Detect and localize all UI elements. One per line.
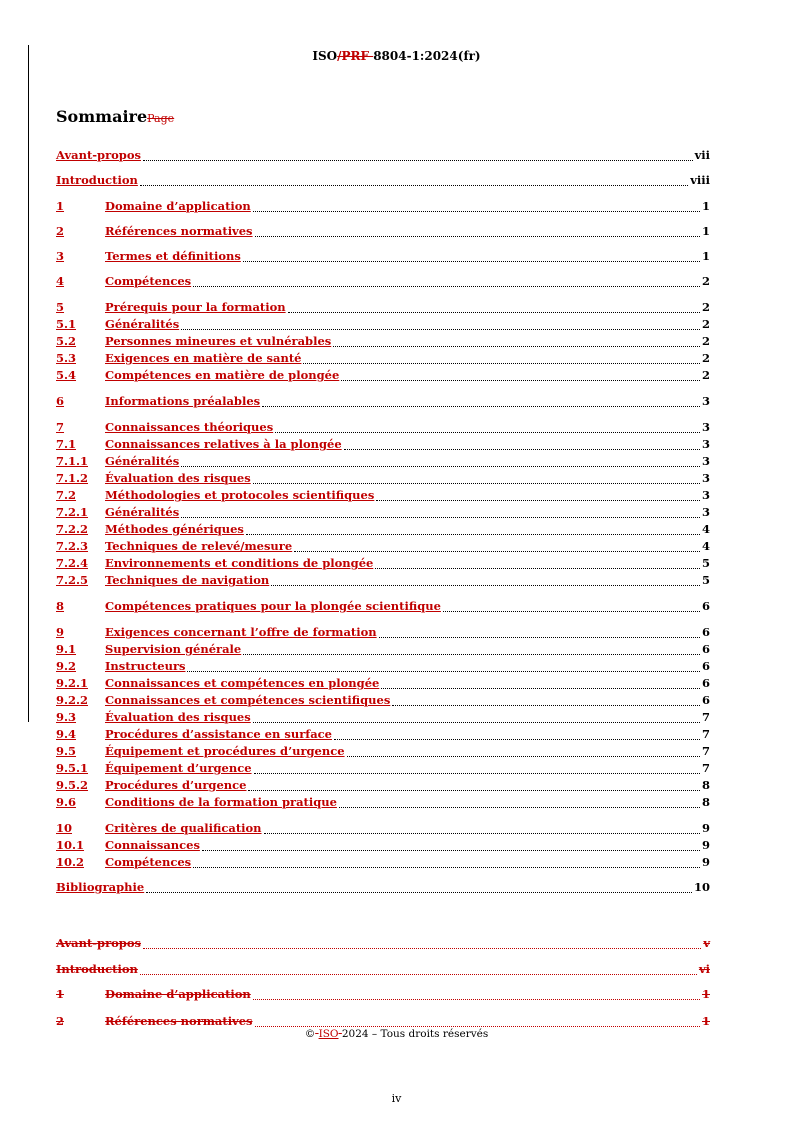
change-bar bbox=[28, 45, 29, 722]
toc-entry-label: Connaissances bbox=[105, 838, 200, 852]
toc-entry-page: 6 bbox=[701, 642, 710, 656]
toc-leader-dots bbox=[333, 337, 700, 347]
toc-entry-label: Techniques de navigation bbox=[105, 573, 270, 587]
toc-entry-number: 7.2 bbox=[56, 488, 77, 502]
toc-entry-number: 9.2.2 bbox=[56, 693, 89, 707]
toc-entry[interactable] bbox=[56, 274, 710, 289]
toc-entry-label: Termes et définitions bbox=[105, 249, 241, 263]
toc-entry[interactable] bbox=[56, 199, 710, 214]
toc-entry-number: 9.5 bbox=[56, 744, 77, 758]
copyright-footer bbox=[0, 1028, 793, 1040]
toc-entry-label: Connaissances et compétences scientifiques bbox=[105, 693, 391, 707]
toc-entry-number: 10.2 bbox=[56, 855, 85, 869]
toc-entry[interactable] bbox=[56, 539, 710, 554]
toc-entry-label: Équipement et procédures d’urgence bbox=[105, 744, 345, 758]
toc-entry[interactable] bbox=[56, 659, 710, 674]
toc-leader-dots bbox=[381, 679, 700, 689]
toc-entry-number: 7.1 bbox=[56, 437, 77, 451]
toc-entry[interactable] bbox=[56, 471, 710, 486]
toc-leader-dots bbox=[140, 176, 688, 186]
toc-leader-dots bbox=[255, 227, 700, 237]
toc-entry-number: 9.5.1 bbox=[56, 761, 89, 775]
footer-rest: 2024 – Tous droits réservés bbox=[341, 1028, 489, 1040]
toc-entry[interactable] bbox=[56, 642, 710, 657]
toc-entry-page: 7 bbox=[701, 744, 710, 758]
toc-entry-label: Domaine d’application bbox=[105, 987, 251, 1001]
footer-iso: ISO bbox=[318, 1028, 339, 1040]
toc-entry-label: Supervision générale bbox=[105, 642, 242, 656]
title-main: Sommaire bbox=[56, 107, 148, 126]
toc-leader-dots bbox=[246, 525, 700, 535]
deleted-toc-entry[interactable] bbox=[56, 987, 710, 1002]
toc-entry-page: 1 bbox=[701, 249, 710, 263]
toc-entry[interactable] bbox=[56, 437, 710, 452]
toc-leader-dots bbox=[303, 354, 700, 364]
toc-entry-number: 5.3 bbox=[56, 351, 77, 365]
toc-entry-number: 5 bbox=[56, 300, 65, 314]
toc-leader-dots bbox=[253, 990, 700, 1000]
toc-entry-page: 1 bbox=[701, 987, 710, 1001]
toc-leader-dots bbox=[288, 303, 700, 313]
toc-entry-label: Équipement d’urgence bbox=[105, 761, 252, 775]
toc-entry[interactable] bbox=[56, 488, 710, 503]
toc-entry[interactable] bbox=[56, 334, 710, 349]
toc-entry-page: 6 bbox=[701, 676, 710, 690]
toc-leader-dots bbox=[243, 645, 700, 655]
toc-entry-number: 7.2.2 bbox=[56, 522, 89, 536]
toc-entry-number: 9.4 bbox=[56, 727, 77, 741]
toc-entry-number: 9 bbox=[56, 625, 65, 639]
toc-leader-dots bbox=[146, 883, 692, 893]
toc-entry-number: 9.2 bbox=[56, 659, 77, 673]
deleted-toc-entry[interactable] bbox=[56, 962, 710, 977]
toc-entry-label: Introduction bbox=[56, 173, 138, 187]
toc-entry-number: 9.1 bbox=[56, 642, 77, 656]
toc-leader-dots bbox=[347, 747, 700, 757]
toc-entry[interactable] bbox=[56, 573, 710, 588]
toc-entry-number: 5.4 bbox=[56, 368, 77, 382]
toc-entry-page: 9 bbox=[701, 838, 710, 852]
toc-leader-dots bbox=[143, 151, 693, 161]
toc-entry-label: Généralités bbox=[105, 454, 180, 468]
toc-entry-page: 6 bbox=[701, 599, 710, 613]
toc-entry-page: 7 bbox=[701, 761, 710, 775]
toc-entry[interactable] bbox=[56, 317, 710, 332]
toc-entry-page: 3 bbox=[701, 505, 710, 519]
toc-leader-dots bbox=[264, 824, 700, 834]
toc-entry-page: 1 bbox=[701, 1014, 710, 1028]
toc-entry-page: 5 bbox=[701, 556, 710, 570]
toc-leader-dots bbox=[294, 542, 700, 552]
toc-entry-page: 2 bbox=[701, 317, 710, 331]
toc-entry-page: 3 bbox=[701, 394, 710, 408]
toc-entry-page: 8 bbox=[701, 778, 710, 792]
toc-entry-label: Informations préalables bbox=[105, 394, 261, 408]
title-page-label: Page bbox=[147, 112, 175, 125]
toc-entry[interactable] bbox=[56, 173, 710, 188]
toc-leader-dots bbox=[181, 457, 700, 467]
toc-entry[interactable] bbox=[56, 505, 710, 520]
toc-entry[interactable] bbox=[56, 351, 710, 366]
toc-entry-label: Compétences pratiques pour la plongée scientifique bbox=[105, 599, 441, 613]
toc-entry-page: 3 bbox=[701, 437, 710, 451]
toc-entry[interactable] bbox=[56, 522, 710, 537]
toc-entry-page: 3 bbox=[701, 454, 710, 468]
toc-entry-page: 7 bbox=[701, 727, 710, 741]
toc-entry-label: Connaissances théoriques bbox=[105, 420, 274, 434]
toc-entry[interactable] bbox=[56, 224, 710, 239]
toc-entry-label: Compétences bbox=[105, 855, 192, 869]
toc-entry-number: 10 bbox=[56, 821, 73, 835]
toc-leader-dots bbox=[248, 781, 700, 791]
toc-entry-number: 7 bbox=[56, 420, 65, 434]
toc-entry-label: Avant-propos bbox=[56, 936, 141, 950]
toc-leader-dots bbox=[334, 730, 700, 740]
toc-entry[interactable] bbox=[56, 693, 710, 708]
toc-leader-dots bbox=[193, 858, 700, 868]
toc-leader-dots bbox=[275, 423, 700, 433]
toc-entry-number: 5.2 bbox=[56, 334, 77, 348]
header-deleted-text: /PRF bbox=[337, 49, 374, 63]
toc-entry-page: vi bbox=[698, 962, 710, 976]
toc-leader-dots bbox=[262, 397, 700, 407]
toc-leader-dots bbox=[181, 320, 700, 330]
toc-entry-page: 2 bbox=[701, 300, 710, 314]
toc-entry[interactable] bbox=[56, 838, 710, 853]
toc-entry[interactable] bbox=[56, 761, 710, 776]
toc-entry-label: Prérequis pour la formation bbox=[105, 300, 286, 314]
toc-entry[interactable] bbox=[56, 727, 710, 742]
toc-entry-label: Environnements et conditions de plongée bbox=[105, 556, 374, 570]
toc-entry-number: 7.2.3 bbox=[56, 539, 89, 553]
toc-entry-page: 4 bbox=[701, 522, 710, 536]
toc-entry-label: Avant-propos bbox=[56, 148, 141, 162]
toc-entry-number: 2 bbox=[56, 1014, 65, 1028]
toc-entry-label: Conditions de la formation pratique bbox=[105, 795, 337, 809]
toc-entry[interactable] bbox=[56, 880, 710, 895]
toc-entry-number: 7.2.1 bbox=[56, 505, 89, 519]
toc-entry-label: Procédures d’assistance en surface bbox=[105, 727, 332, 741]
toc-entry[interactable] bbox=[56, 855, 710, 870]
toc-entry-number: 5.1 bbox=[56, 317, 77, 331]
toc-entry-number: 4 bbox=[56, 274, 65, 288]
toc-entry[interactable] bbox=[56, 795, 710, 810]
toc-entry-label: Évaluation des risques bbox=[105, 710, 251, 724]
toc-entry-page: 3 bbox=[701, 488, 710, 502]
toc-entry-page: 6 bbox=[701, 693, 710, 707]
toc-entry[interactable] bbox=[56, 710, 710, 725]
toc-leader-dots bbox=[254, 764, 700, 774]
toc-leader-dots bbox=[339, 798, 700, 808]
toc-leader-dots bbox=[187, 662, 700, 672]
toc-entry-label: Références normatives bbox=[105, 1014, 253, 1028]
toc-leader-dots bbox=[375, 559, 700, 569]
toc-entry-page: viii bbox=[690, 173, 710, 187]
toc-entry-label: Techniques de relevé/mesure bbox=[105, 539, 293, 553]
toc-entry-label: Exigences en matière de santé bbox=[105, 351, 302, 365]
toc-leader-dots bbox=[255, 1017, 700, 1027]
toc-entry[interactable] bbox=[56, 394, 710, 409]
toc-entry-page: 9 bbox=[701, 855, 710, 869]
toc-entry-page: 3 bbox=[701, 471, 710, 485]
toc-entry-page: 2 bbox=[701, 334, 710, 348]
toc-entry-page: 7 bbox=[701, 710, 710, 724]
toc-entry-page: 6 bbox=[701, 659, 710, 673]
toc-entry-label: Méthodologies et protocoles scientifiques bbox=[105, 488, 375, 502]
toc-entry-page: 8 bbox=[701, 795, 710, 809]
toc-entry[interactable] bbox=[56, 778, 710, 793]
toc-entry-page: 10 bbox=[693, 880, 710, 894]
toc-leader-dots bbox=[443, 602, 700, 612]
toc-entry-number: 1 bbox=[56, 987, 65, 1001]
toc-entry-number: 8 bbox=[56, 599, 65, 613]
toc-entry-page: 1 bbox=[701, 224, 710, 238]
toc-entry-number: 6 bbox=[56, 394, 65, 408]
toc-entry-label: Procédures d’urgence bbox=[105, 778, 247, 792]
toc-leader-dots bbox=[181, 508, 700, 518]
toc-entry-label: Bibliographie bbox=[56, 880, 145, 894]
toc-entry-number: 9.2.1 bbox=[56, 676, 89, 690]
deleted-toc-entry[interactable] bbox=[56, 936, 710, 951]
toc-entry-label: Exigences concernant l’offre de formation bbox=[105, 625, 377, 639]
toc-leader-dots bbox=[243, 252, 700, 262]
toc-leader-dots bbox=[344, 440, 700, 450]
toc-entry-page: 1 bbox=[701, 199, 710, 213]
toc-entry-label: Personnes mineures et vulnérables bbox=[105, 334, 332, 348]
toc-entry-number: 7.1.2 bbox=[56, 471, 89, 485]
toc-entry[interactable] bbox=[56, 676, 710, 691]
toc-entry-label: Connaissances relatives à la plongée bbox=[105, 437, 342, 451]
toc-entry-label: Méthodes génériques bbox=[105, 522, 244, 536]
toc-entry-page: 4 bbox=[701, 539, 710, 553]
toc-leader-dots bbox=[143, 939, 701, 949]
toc-leader-dots bbox=[202, 841, 700, 851]
toc-entry-page: 6 bbox=[701, 625, 710, 639]
deleted-toc-entry[interactable] bbox=[56, 1014, 710, 1029]
toc-entry[interactable] bbox=[56, 249, 710, 264]
toc-entry-page: 2 bbox=[701, 368, 710, 382]
toc-entry-label: Compétences bbox=[105, 274, 192, 288]
toc-entry[interactable] bbox=[56, 454, 710, 469]
toc-leader-dots bbox=[392, 696, 700, 706]
toc-entry[interactable] bbox=[56, 556, 710, 571]
toc-entry-number: 9.5.2 bbox=[56, 778, 89, 792]
toc-entry-page: 2 bbox=[701, 274, 710, 288]
toc-entry-label: Connaissances et compétences en plongée bbox=[105, 676, 380, 690]
toc-entry-page: 9 bbox=[701, 821, 710, 835]
toc-entry-label: Généralités bbox=[105, 317, 180, 331]
toc-entry-number: 10.1 bbox=[56, 838, 85, 852]
toc-entry-label: Introduction bbox=[56, 962, 138, 976]
toc-entry-number: 9.6 bbox=[56, 795, 77, 809]
toc-leader-dots bbox=[140, 965, 697, 975]
toc-entry[interactable] bbox=[56, 148, 710, 163]
toc-leader-dots bbox=[253, 202, 700, 212]
toc-entry[interactable] bbox=[56, 368, 710, 383]
toc-entry-label: Généralités bbox=[105, 505, 180, 519]
toc-entry[interactable] bbox=[56, 821, 710, 836]
toc-entry-label: Compétences en matière de plongée bbox=[105, 368, 340, 382]
toc-entry[interactable] bbox=[56, 300, 710, 315]
toc-entry-label: Évaluation des risques bbox=[105, 471, 251, 485]
toc-entry[interactable] bbox=[56, 599, 710, 614]
page-number: iv bbox=[391, 1092, 402, 1105]
toc-entry-page: v bbox=[703, 936, 710, 950]
toc-entry[interactable] bbox=[56, 420, 710, 435]
toc-entry-number: 1 bbox=[56, 199, 65, 213]
page-title bbox=[56, 107, 174, 126]
toc-entry-number: 7.2.4 bbox=[56, 556, 89, 570]
header-suffix: 8804-1:2024(fr) bbox=[373, 49, 481, 63]
toc-entry-page: 2 bbox=[701, 351, 710, 365]
toc-entry[interactable] bbox=[56, 744, 710, 759]
toc-entry-number: 7.1.1 bbox=[56, 454, 89, 468]
toc-leader-dots bbox=[376, 491, 700, 501]
toc-entry-number: 2 bbox=[56, 224, 65, 238]
toc-entry-page: 5 bbox=[701, 573, 710, 587]
toc-entry[interactable] bbox=[56, 625, 710, 640]
toc-entry-number: 7.2.5 bbox=[56, 573, 89, 587]
toc-leader-dots bbox=[193, 277, 700, 287]
toc-leader-dots bbox=[379, 628, 700, 638]
copyright-symbol: © bbox=[304, 1028, 316, 1040]
toc-entry-number: 9.3 bbox=[56, 710, 77, 724]
toc-leader-dots bbox=[253, 713, 700, 723]
toc-entry-label: Références normatives bbox=[105, 224, 253, 238]
toc-entry-page: vii bbox=[694, 148, 710, 162]
header-prefix: ISO bbox=[312, 49, 338, 63]
toc-leader-dots bbox=[253, 474, 700, 484]
toc-leader-dots bbox=[341, 371, 700, 381]
toc-entry-page: 3 bbox=[701, 420, 710, 434]
document-header bbox=[0, 49, 793, 63]
toc-leader-dots bbox=[271, 576, 700, 586]
toc-entry-label: Critères de qualification bbox=[105, 821, 262, 835]
toc-entry-number: 3 bbox=[56, 249, 65, 263]
toc-entry-label: Domaine d’application bbox=[105, 199, 251, 213]
toc-entry-label: Instructeurs bbox=[105, 659, 186, 673]
